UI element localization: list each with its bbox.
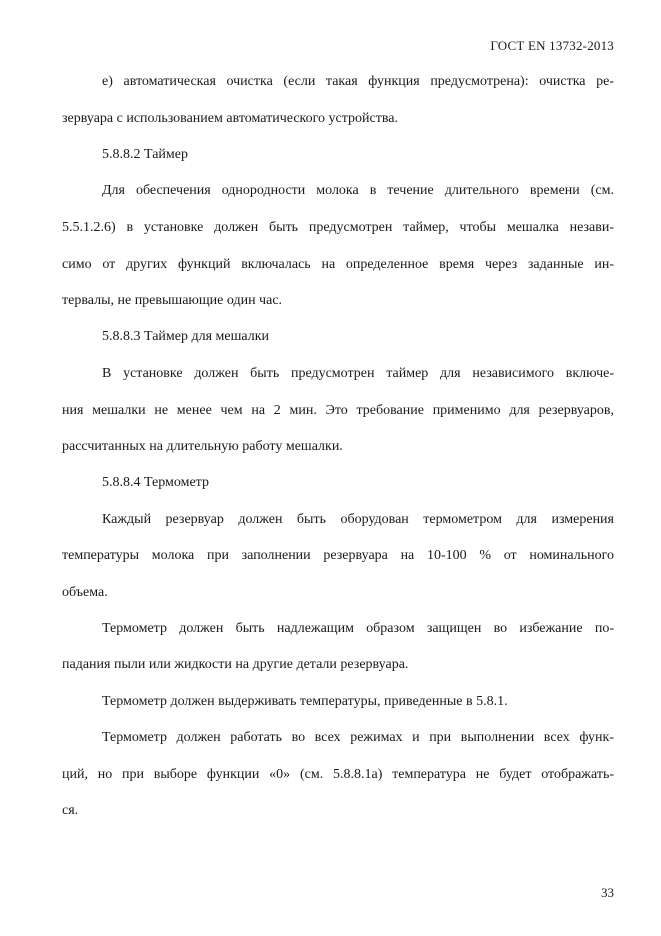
text-line: В установке должен быть предусмотрен таймер для независимого включе- bbox=[102, 366, 614, 381]
text-line: температуры молока при заполнении резервуара на 10-100 % от номинального bbox=[62, 548, 614, 563]
text-line: Термометр должен работать во всех режимах и при выполнении всех функ- bbox=[102, 730, 614, 745]
page-number: 33 bbox=[601, 885, 614, 900]
text-line: объема. bbox=[62, 585, 108, 600]
text-line: е) автоматическая очистка (если такая функция предусмотрена): очистка ре- bbox=[102, 74, 614, 89]
running-header: ГОСТ EN 13732-2013 bbox=[490, 38, 614, 53]
text-line: ся. bbox=[62, 803, 79, 818]
text-line: ций, но при выборе функции «0» (см. 5.8.8.1а) температура не будет отображать- bbox=[62, 767, 614, 782]
text-line: 5.5.1.2.6) в установке должен быть предусмотрен таймер, чтобы мешалка незави- bbox=[62, 220, 614, 235]
text-line: падания пыли или жидкости на другие детали резервуара. bbox=[62, 657, 409, 672]
text-line: Каждый резервуар должен быть оборудован термометром для измерения bbox=[102, 512, 614, 527]
text-line: тервалы, не превышающие один час. bbox=[62, 293, 283, 308]
text-line: Для обеспечения однородности молока в течение длительного времени (см. bbox=[102, 183, 614, 198]
section-heading: 5.8.8.4 Термометр bbox=[102, 475, 209, 490]
text-line: Термометр должен выдерживать температуры, приведенные в 5.8.1. bbox=[102, 694, 508, 709]
text-line: Термометр должен быть надлежащим образом защищен во избежание по- bbox=[102, 621, 614, 636]
text-line: рассчитанных на длительную работу мешалки. bbox=[62, 439, 343, 454]
text-line: зервуара с использованием автоматического устройства. bbox=[62, 111, 398, 126]
section-heading: 5.8.8.2 Таймер bbox=[102, 147, 188, 162]
text-line: ния мешалки не менее чем на 2 мин. Это требование применимо для резервуаров, bbox=[62, 403, 614, 418]
section-heading: 5.8.8.3 Таймер для мешалки bbox=[102, 329, 270, 344]
text-line: симо от других функций включалась на определенное время через заданные ин- bbox=[62, 257, 614, 272]
